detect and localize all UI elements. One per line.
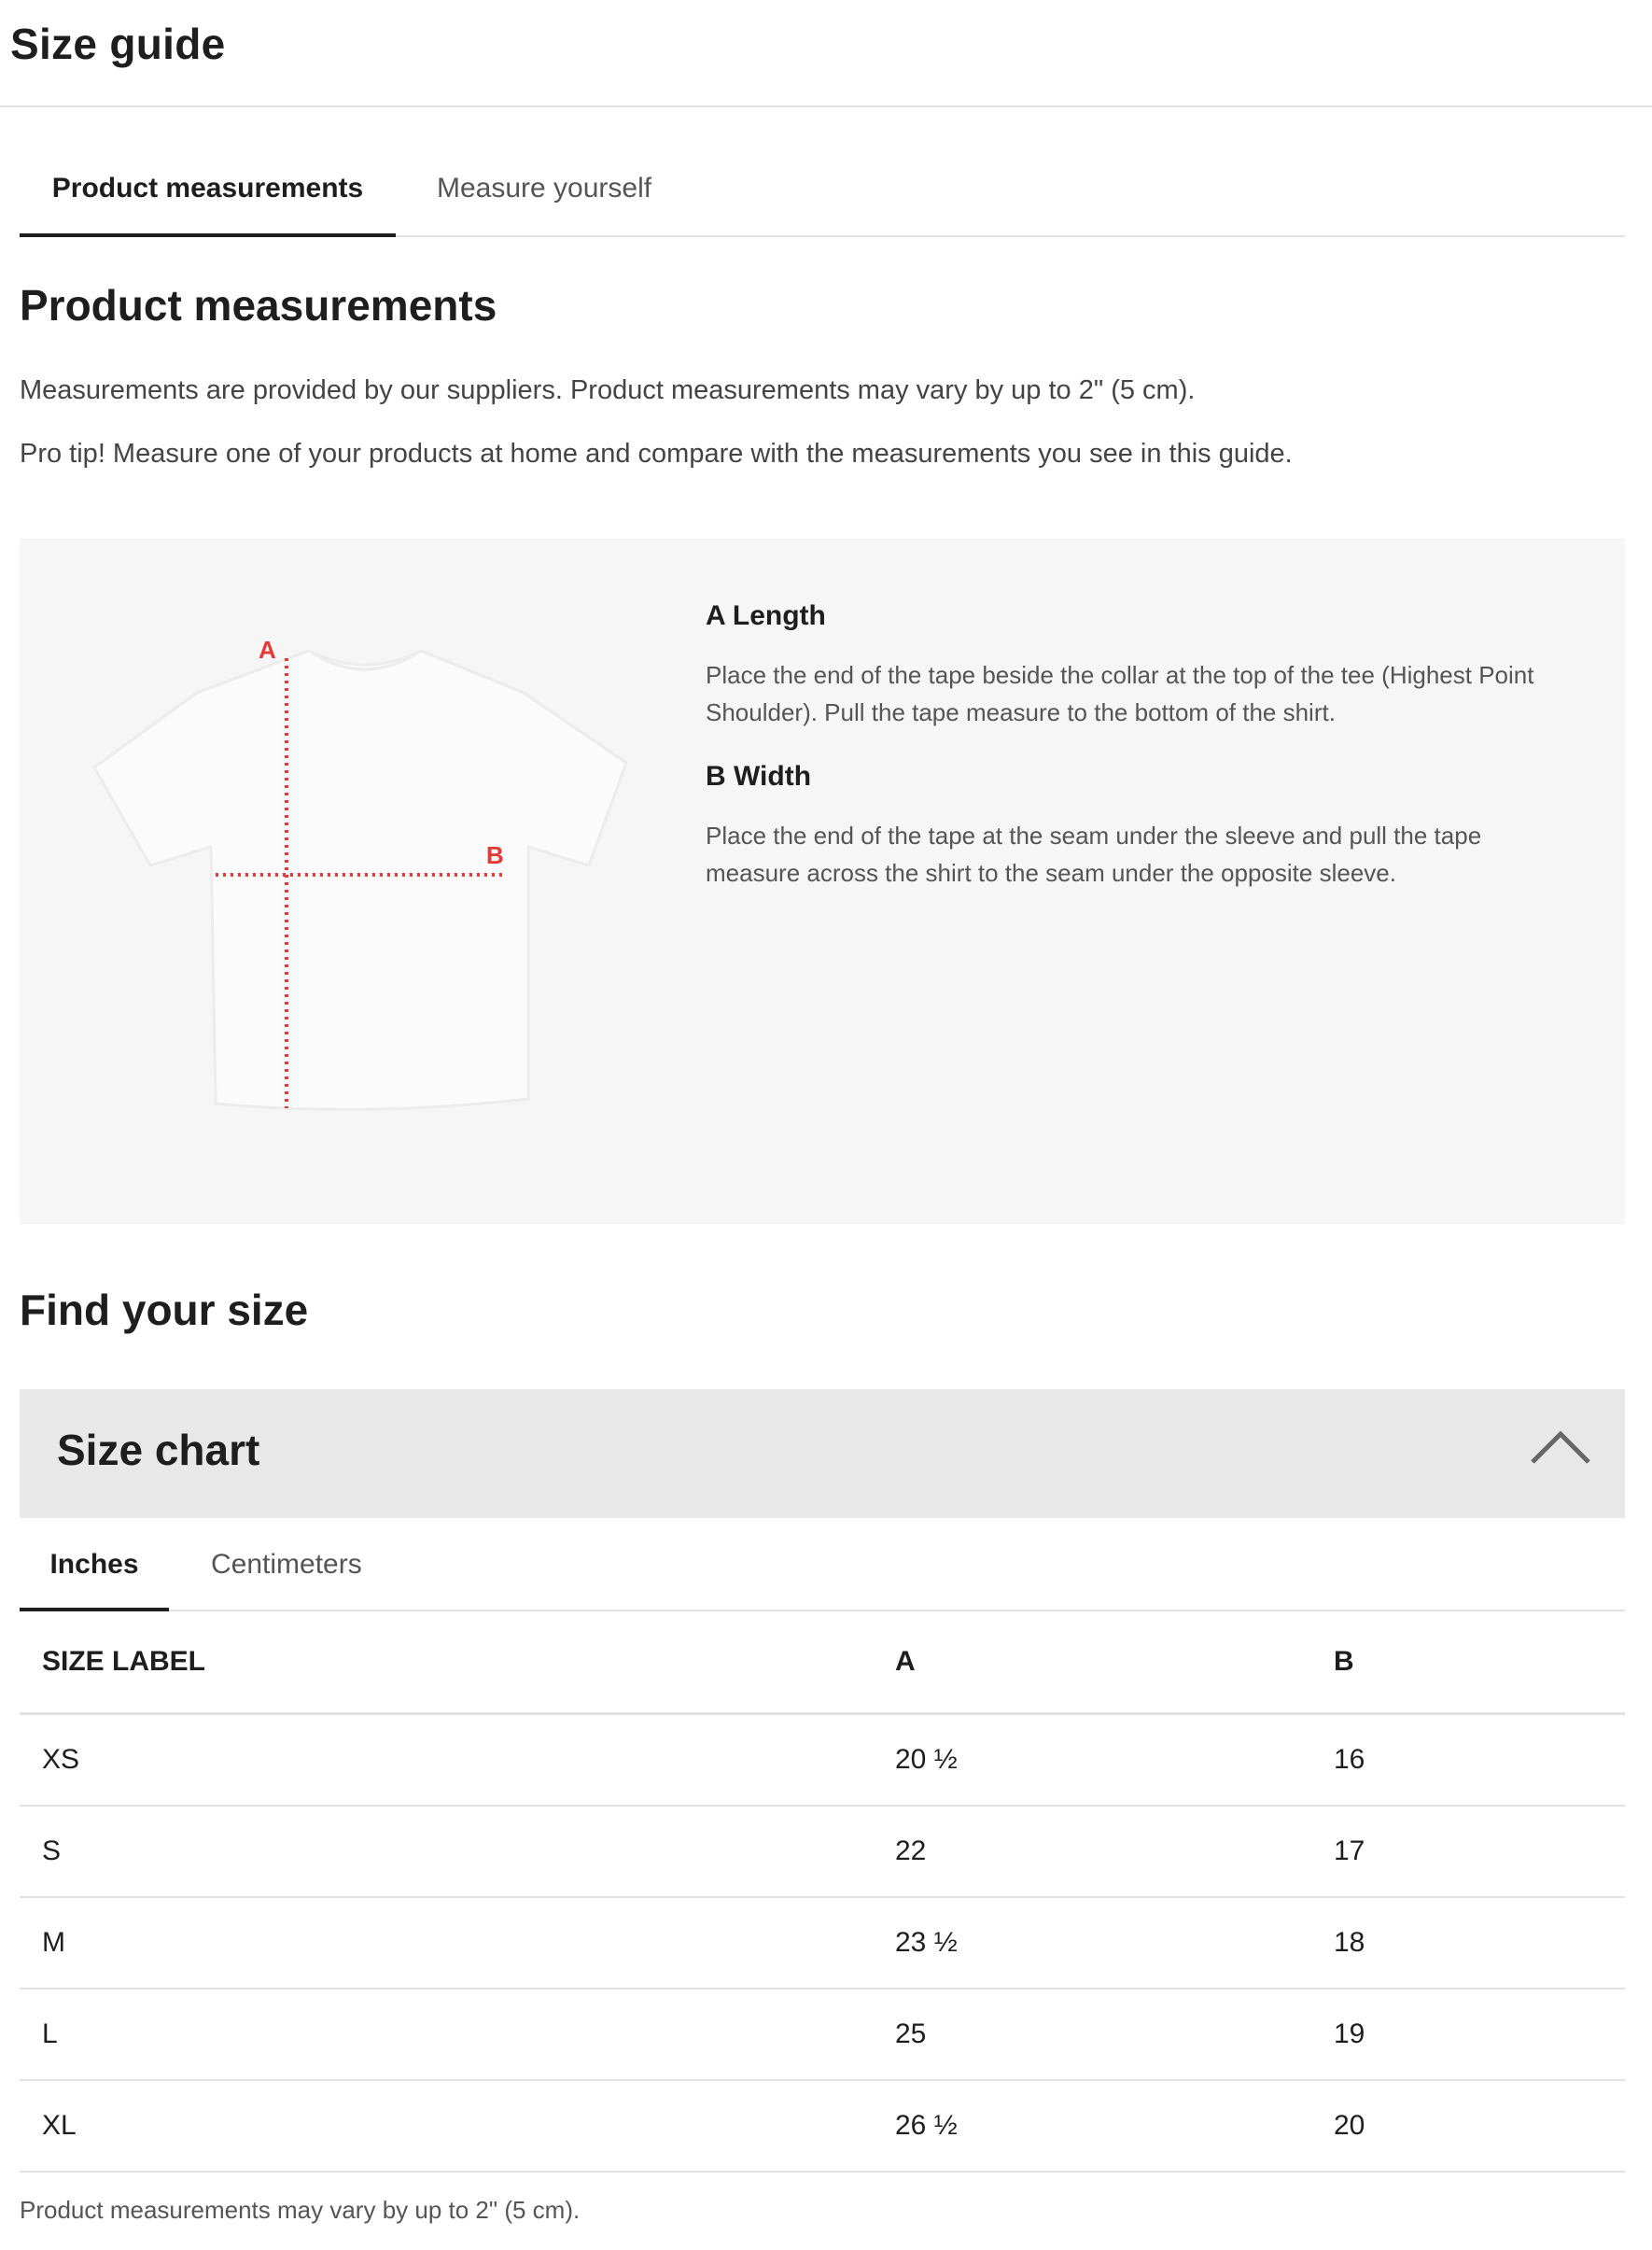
b-cell: 17	[1334, 1835, 1365, 1866]
column-header-size-label: SIZE LABEL	[42, 1646, 206, 1677]
table-row	[20, 1715, 1625, 1807]
measure-a-description: Place the end of the tape beside the collar at the top of the tee (Highest Point Shoulder). Pull the tape measure to the bottom of the shirt.	[706, 661, 1534, 726]
column-header-a: A	[895, 1646, 916, 1677]
size-cell: S	[42, 1835, 62, 1866]
column-header-b: B	[1334, 1646, 1354, 1677]
measure-b-title: B Width	[706, 761, 812, 792]
a-cell: 26 ½	[895, 2110, 958, 2141]
a-cell: 20 ½	[895, 1744, 958, 1775]
table-row	[20, 1990, 1625, 2081]
tshirt-illustration	[20, 539, 673, 1224]
size-chart-accordion[interactable]	[20, 1389, 1625, 1518]
tab-centimeters[interactable]: Centimeters	[211, 1549, 362, 1580]
b-cell: 19	[1334, 2018, 1365, 2049]
tshirt-shape	[94, 651, 626, 1109]
table-row	[20, 1807, 1625, 1898]
size-cell: XL	[42, 2110, 77, 2141]
modal-header	[0, 0, 1652, 107]
b-cell: 20	[1334, 2110, 1365, 2141]
size-table	[20, 1611, 1625, 2173]
table-row	[20, 1898, 1625, 1990]
b-cell: 16	[1334, 1744, 1365, 1775]
measure-b-description: Place the end of the tape at the seam under the sleeve and pull the tape measure across the shirt to the seam under the opposite sleeve.	[706, 822, 1482, 887]
measurement-diagram	[20, 539, 1625, 1224]
b-cell: 18	[1334, 1927, 1365, 1958]
supplier-note: Measurements are provided by our suppliers. Product measurements may vary by up to 2" (5 cm).	[20, 375, 1196, 405]
marker-b: B	[486, 841, 504, 869]
product-measurements-heading: Product measurements	[20, 281, 497, 330]
guide-tabs	[20, 131, 1625, 237]
size-cell: M	[42, 1927, 65, 1958]
a-cell: 23 ½	[895, 1927, 958, 1958]
tab-inches[interactable]: Inches	[20, 1520, 169, 1610]
measure-a-title: A Length	[706, 600, 826, 631]
find-your-size-heading: Find your size	[20, 1286, 309, 1334]
table-row	[20, 2081, 1625, 2173]
table-header-row	[20, 1611, 1625, 1715]
tab-product-measurements[interactable]: Product measurements	[20, 131, 396, 235]
unit-tabs	[20, 1520, 1625, 1611]
size-cell: XS	[42, 1744, 80, 1775]
page-title: Size guide	[10, 20, 226, 68]
chevron-up-icon[interactable]	[1530, 1428, 1591, 1466]
size-chart-footnote: Product measurements may vary by up to 2" (5 cm).	[20, 2196, 581, 2224]
a-cell: 25	[895, 2018, 927, 2049]
pro-tip: Pro tip! Measure one of your products at home and compare with the measurements you see in this guide.	[20, 439, 1293, 469]
size-cell: L	[42, 2018, 58, 2049]
marker-a: A	[259, 636, 276, 664]
a-cell: 22	[895, 1835, 927, 1866]
tab-measure-yourself[interactable]: Measure yourself	[437, 173, 652, 204]
size-chart-title: Size chart	[57, 1426, 260, 1474]
